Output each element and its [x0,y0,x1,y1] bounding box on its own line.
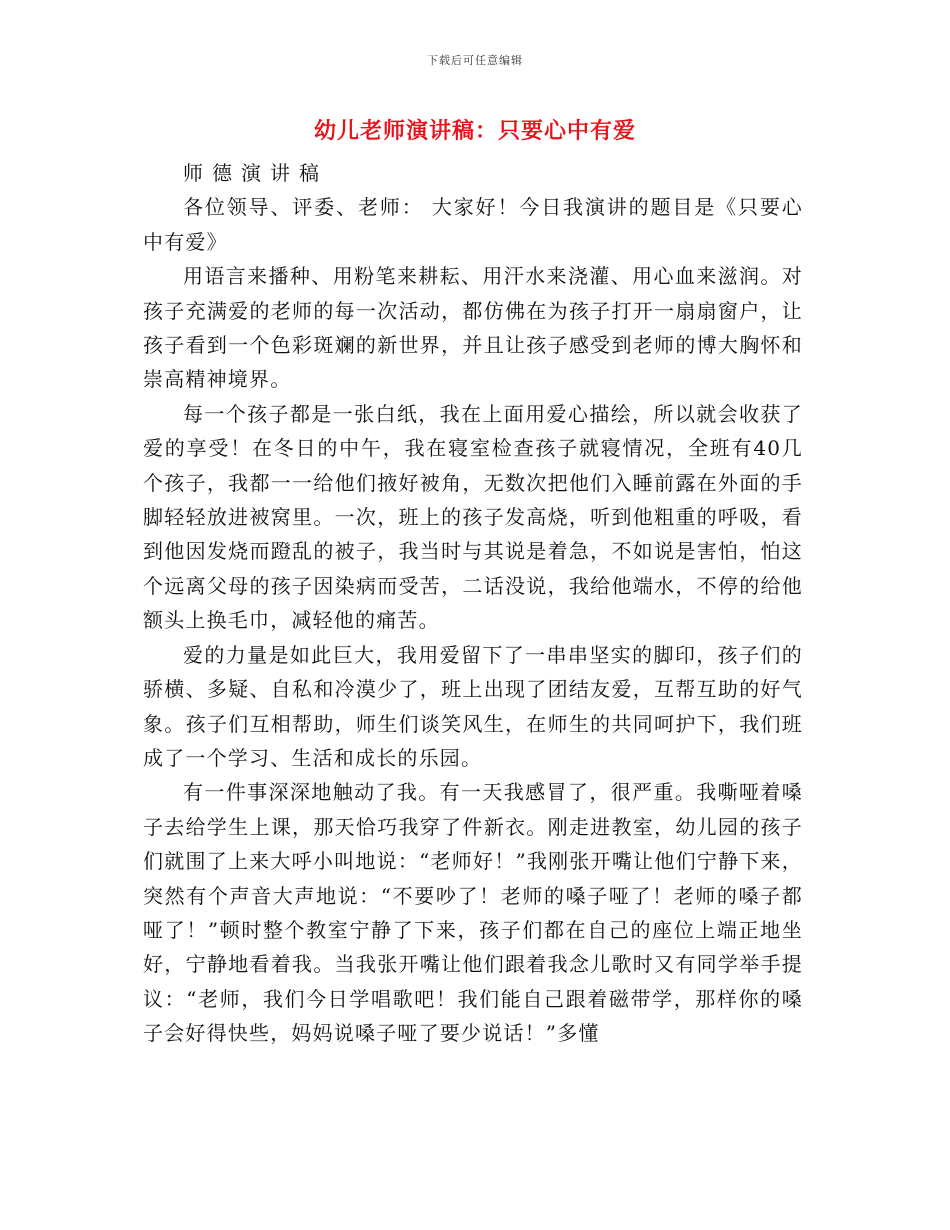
subheading: 师德演讲稿 [183,161,328,185]
paragraph: 有一件事深深地触动了我。有一天我感冒了，很严重。我嘶哑着嗓子去给学生上课，那天恰巧我穿了件新衣。刚走进教室，幼儿园的孩子们就围了上来大呼小叫地说：“老师好！”我刚张开嘴让他们宁静下来，突然有个声音大声地说：“不要吵了！老师的嗓子哑了！老师的嗓子都哑了！”顿时整个教室宁静了下来，孩子们都在自己的座位上端正地坐好，宁静地看着我。当我张开嘴让他们跟着我念儿歌时又有同学举手提议：“老师，我们今日学唱歌吧！我们能自己跟着磁带学，那样你的嗓子会好得快些，妈妈说嗓子哑了要少说话！”多懂 [143,780,803,1046]
paragraph: 每一个孩子都是一张白纸，我在上面用爱心描绘，所以就会收获了爱的享受！在冬日的中午，我在寝室检查孩子就寝情况，全班有40几个孩子，我都一一给他们掖好被角，无数次把他们入睡前露在外面的手脚轻轻放进被窝里。一次，班上的孩子发高烧，听到他粗重的呼吸，看到他因发烧而蹬乱的被子，我当时与其说是着急，不如说是害怕，怕这个远离父母的孩子因染病而受苦，二话没说，我给他端水，不停的给他额头上换毛巾，减轻他的痛苦。 [143,401,803,633]
document-title: 幼儿老师演讲稿：只要心中有爱 [313,119,636,144]
header-note: 下载后可任意编辑 [427,54,523,67]
paragraph: 用语言来播种、用粉笔来耕耘、用汗水来浇灌、用心血来滋润。对孩子充满爱的老师的每一次活动，都仿佛在为孩子打开一扇扇窗户，让孩子看到一个色彩斑斓的新世界，并且让孩子感受到老师的博大胸怀和崇高精神境界。 [143,264,803,392]
paragraph: 爱的力量是如此巨大，我用爱留下了一串串坚实的脚印，孩子们的骄横、多疑、自私和冷漠少了，班上出现了团结友爱，互帮互助的好气象。孩子们互相帮助，师生们谈笑风生，在师生的共同呵护下，我们班成了一个学习、生活和成长的乐园。 [143,642,803,770]
document-body [143,156,803,1051]
paragraph-greeting: 各位领导、评委、老师： 大家好！今日我演讲的题目是《只要心中有爱》 [143,195,803,254]
